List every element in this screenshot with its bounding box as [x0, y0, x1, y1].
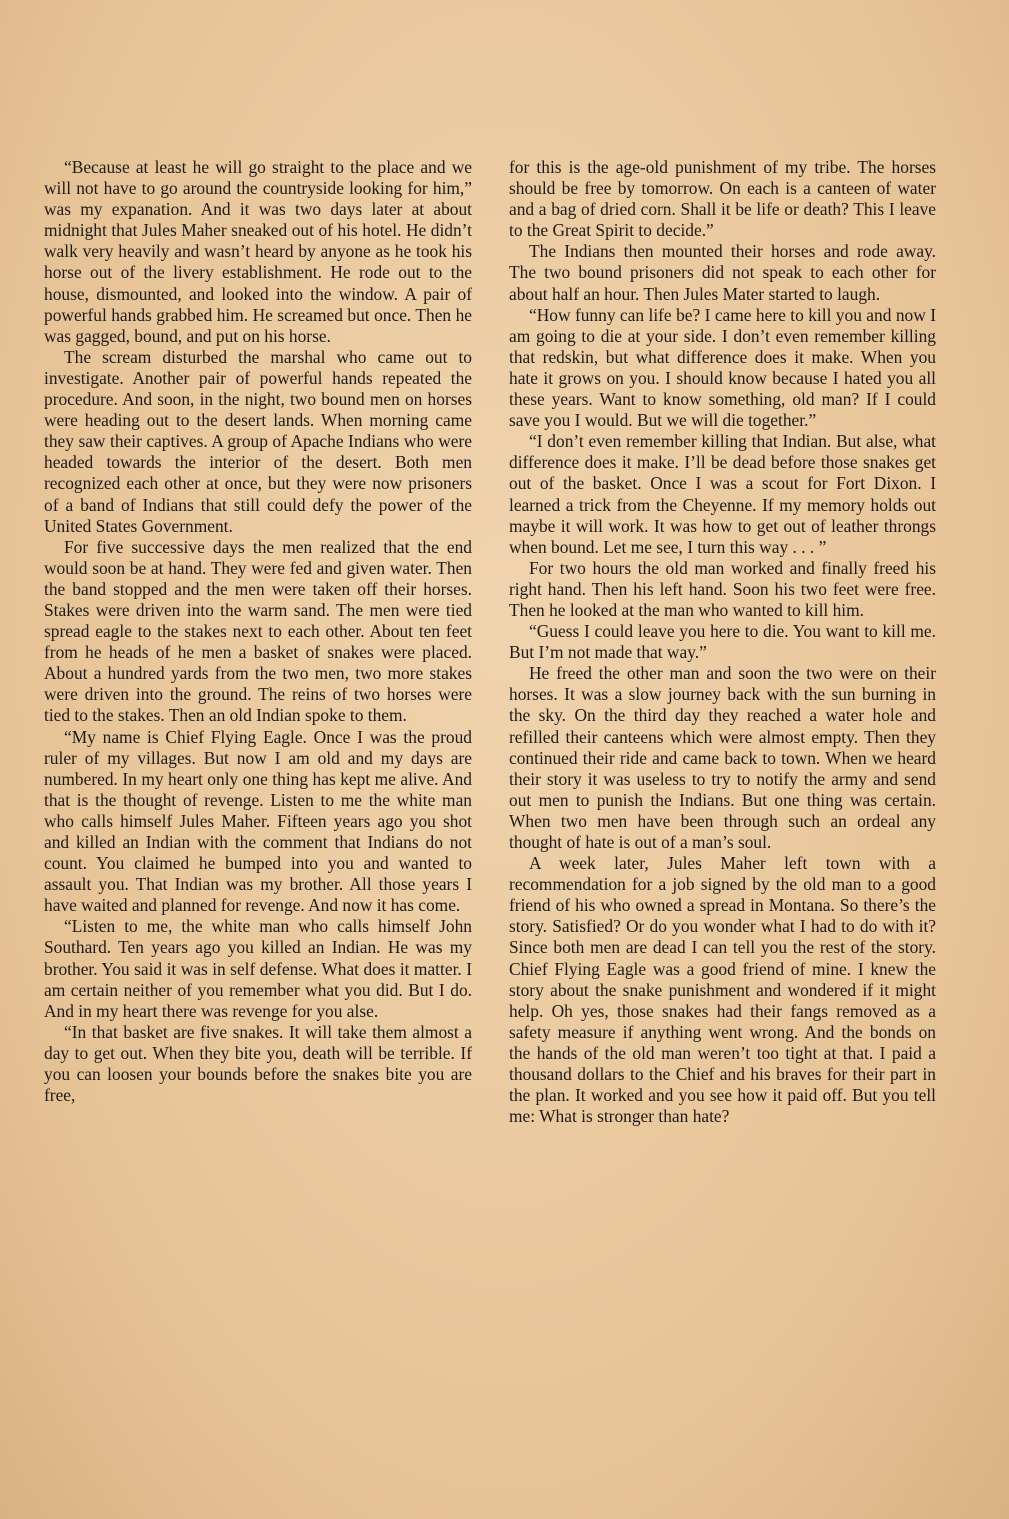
- right-column: [509, 157, 936, 1127]
- paragraph: “My name is Chief Flying Eagle. Once I was the proud ruler of my villages. But now I am old and my days are numbered. In my heart only one thing has kept me alive. And that is the thought of revenge. Listen to me the white man who calls himself Jules Maher. Fifteen years ago you shot and killed an Indian with the comment that Indians do not count. You claimed he bumped into you and wanted to assault you. That Indian was my brother. All those years I have waited and planned for revenge. And now it has come.: [44, 726, 472, 916]
- paragraph: A week later, Jules Maher left town with a recommendation for a job signed by the old man to a good friend of his who owned a spread in Montana. So there’s the story. Satisfied? Or do you wonder what I had to do with it? Since both men are dead I can tell you the rest of the story. Chief Flying Eagle was a good friend of mine. I knew the story about the snake punishment and wondered if it might help. Oh yes, those snakes had their fangs removed as a safety measure if anything went wrong. And the bonds on the hands of the old man weren’t too tight at that. I paid a thousand dollars to the Chief and his braves for their part in the plan. It worked and you see how it paid off. But you tell me: What is stronger than hate?: [509, 853, 936, 1127]
- paragraph: The Indians then mounted their horses and rode away. The two bound prisoners did not speak to each other for about half an hour. Then Jules Mater started to laugh.: [509, 241, 936, 304]
- paragraph: “Guess I could leave you here to die. You want to kill me. But I’m not made that way.”: [509, 621, 936, 663]
- paragraph: “In that basket are five snakes. It will take them almost a day to get out. When they bite you, death will be terrible. If you can loosen your bounds before the snakes bite you are free,: [44, 1021, 472, 1106]
- paragraph: “How funny can life be? I came here to kill you and now I am going to die at your side. I don’t even remember killing that redskin, but what difference does it make. When you hate it grows on you. I should know because I hated you all these years. Want to know something, old man? If I could save you I would. But we will die together.”: [509, 304, 936, 431]
- left-column: [44, 157, 472, 1106]
- paragraph: “Listen to me, the white man who calls himself John Southard. Ten years ago you killed an Indian. He was my brother. You said it was in self defense. What does it matter. I am certain neither of you remember what you did. But I do. And in my heart there was revenge for you alse.: [44, 916, 472, 1021]
- paragraph: For two hours the old man worked and finally freed his right hand. Then his left hand. Soon his two feet were free. Then he looked at the man who wanted to kill him.: [509, 557, 936, 620]
- paragraph: For five successive days the men realized that the end would soon be at hand. They were fed and given water. Then the band stopped and the men were taken off their horses. Stakes were driven into the warm sand. The men were tied spread eagle to the stakes next to each other. About ten feet from he heads of he men a basket of snakes were placed. About a hundred yards from the two men, two more stakes were driven into the ground. The reins of two horses were tied to the stakes. Then an old Indian spoke to them.: [44, 536, 472, 726]
- paragraph: “I don’t even remember killing that Indian. But alse, what difference does it make. I’ll be dead before those snakes get out of the basket. Once I was a scout for Fort Dixon. I learned a trick from the Cheyenne. If my memory holds out maybe it will work. It was how to get out of leather throngs when bound. Let me see, I turn this way . . . ”: [509, 431, 936, 557]
- paragraph-continuation: for this is the age-old punishment of my tribe. The horses should be free by tomorrow. On each is a canteen of water and a bag of dried corn. Shall it be life or death? This I leave to the Great Spirit to decide.”: [509, 157, 936, 241]
- paragraph: “Because at least he will go straight to the place and we will not have to go around the countryside looking for him,” was my expanation. And it was two days later at about midnight that Jules Maher sneaked out of his hotel. He didn’t walk very heavily and wasn’t heard by anyone as he took his horse out of the livery establishment. He rode out to the house, dismounted, and looked into the window. A pair of powerful hands grabbed him. He screamed but once. Then he was gagged, bound, and put on his horse.: [44, 157, 472, 346]
- paragraph: The scream disturbed the marshal who came out to investigate. Another pair of powerful hands repeated the procedure. And soon, in the night, two bound men on horses were heading out to the desert lands. When morning came they saw their captives. A group of Apache Indians who were headed towards the interior of the desert. Both men recognized each other at once, but they were now prisoners of a band of Indians that still could defy the power of the United States Government.: [44, 346, 472, 536]
- paragraph: He freed the other man and soon the two were on their horses. It was a slow journey back with the sun burning in the sky. On the third day they reached a water hole and refilled their canteens which were almost empty. Then they continued their ride and came back to town. When we heard their story it was useless to try to notify the army and send out men to punish the Indians. But one thing was certain. When two men have been through such an ordeal any thought of hate is out of a man’s soul.: [509, 663, 936, 852]
